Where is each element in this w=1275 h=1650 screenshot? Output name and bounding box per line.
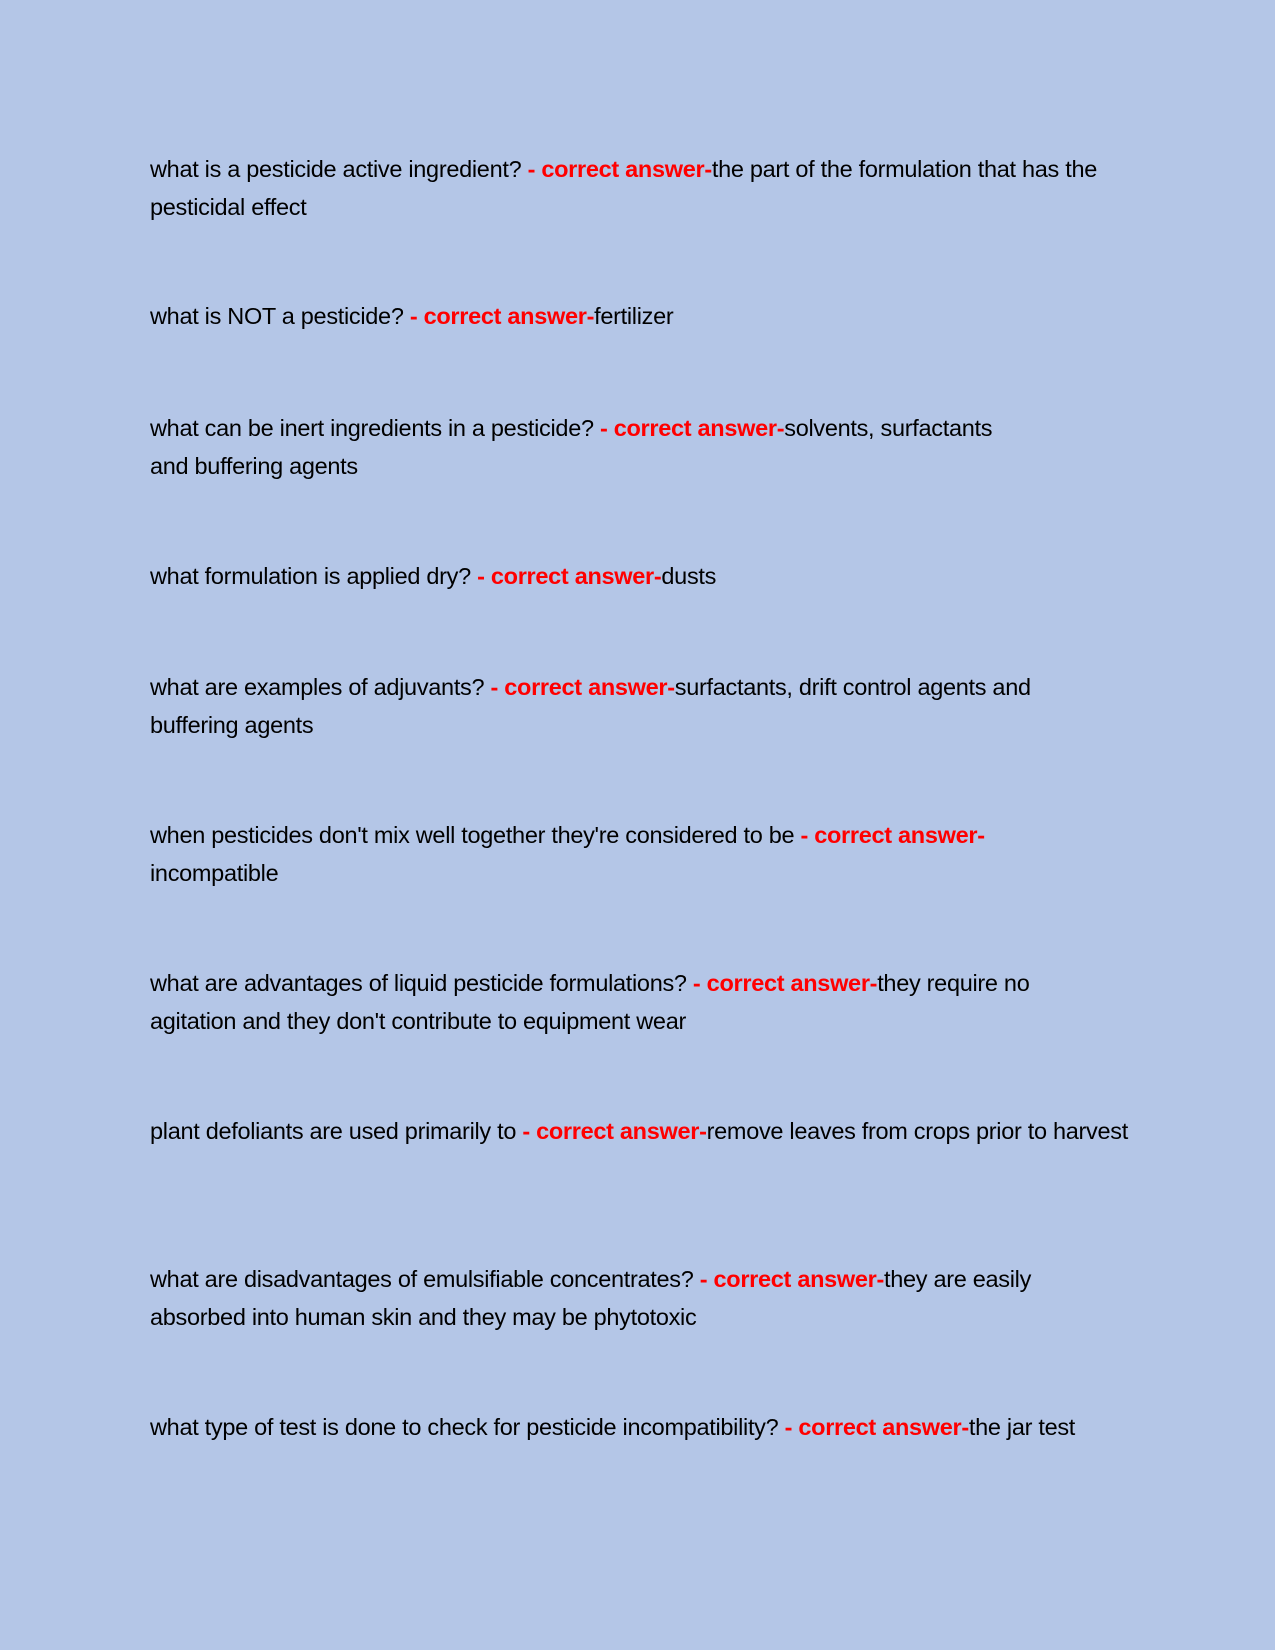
answer-text: they require no agitation and they don't contribute to equipment wear: [150, 970, 1030, 1034]
correct-answer-label: - correct answer-: [527, 156, 712, 182]
question-text: when pesticides don't mix well together they're considered to be: [150, 822, 801, 848]
answer-text: incompatible: [150, 860, 279, 886]
question-text: what can be inert ingredients in a pesticide?: [150, 415, 600, 441]
qa-item-10: [150, 1408, 1130, 1446]
question-text: plant defoliants are used primarily to: [150, 1118, 523, 1144]
qa-item-8: [150, 1112, 1130, 1150]
correct-answer-label: - correct answer-: [692, 970, 878, 996]
correct-answer-label: - correct answer-: [599, 415, 785, 441]
question-text: what type of test is done to check for pesticide incompatibility?: [150, 1414, 785, 1440]
correct-answer-label: - correct answer-: [490, 674, 675, 700]
question-text: what formulation is applied dry?: [150, 563, 478, 589]
question-text: what are advantages of liquid pesticide formulations?: [150, 970, 693, 996]
qa-item-9: [150, 1260, 1130, 1336]
correct-answer-label: - correct answer-: [477, 563, 662, 589]
correct-answer-label: - correct answer-: [699, 1266, 885, 1292]
answer-text: dusts: [661, 563, 717, 589]
qa-item-3: [150, 409, 1010, 485]
correct-answer-label: - correct answer-: [800, 822, 985, 848]
answer-text: surfactants, drift control agents and buffering agents: [150, 674, 1031, 738]
answer-text: the part of the formulation that has the pesticidal effect: [150, 156, 1097, 220]
answer-text: the jar test: [968, 1414, 1076, 1440]
correct-answer-label: - correct answer-: [522, 1118, 707, 1144]
question-text: what are disadvantages of emulsifiable concentrates?: [150, 1266, 700, 1292]
qa-item-2: [150, 297, 1130, 335]
qa-item-5: [150, 668, 1060, 744]
qa-item-4: [150, 557, 1130, 595]
answer-text: fertilizer: [594, 303, 674, 329]
answer-text: remove leaves from crops prior to harvest: [706, 1118, 1128, 1144]
question-text: what is a pesticide active ingredient?: [150, 156, 528, 182]
question-text: what is NOT a pesticide?: [150, 303, 410, 329]
correct-answer-label: - correct answer-: [409, 303, 595, 329]
correct-answer-label: - correct answer-: [784, 1414, 969, 1440]
answer-text: solvents, surfactants and buffering agents: [150, 415, 993, 479]
question-text: what are examples of adjuvants?: [150, 674, 491, 700]
answer-text: they are easily absorbed into human skin and they may be phytotoxic: [150, 1266, 1032, 1330]
qa-item-7: [150, 964, 1070, 1040]
qa-item-6: [150, 816, 1050, 892]
qa-item-1: [150, 150, 1130, 226]
